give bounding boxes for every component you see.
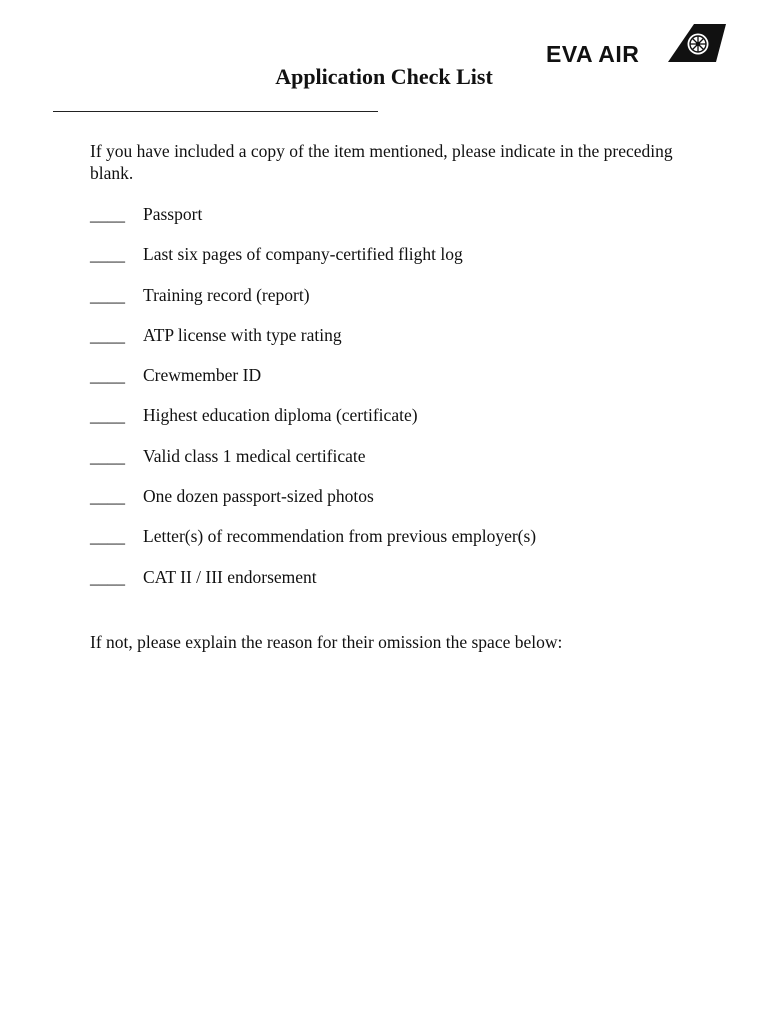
- intro-text: If you have included a copy of the item mentioned, please indicate in the preceding blank.: [90, 141, 673, 183]
- eva-air-logo: [544, 22, 728, 66]
- checklist-item-label: Training record (report): [143, 284, 310, 305]
- checklist-item-label: ATP license with type rating: [143, 324, 342, 345]
- checklist-item-label: Highest education diploma (certificate): [143, 405, 418, 426]
- check-blank[interactable]: ____: [90, 445, 125, 466]
- eva-air-logo-graphic: [544, 22, 728, 66]
- check-blank[interactable]: ____: [90, 284, 125, 305]
- checklist-item-label: Last six pages of company-certified flight log: [143, 244, 463, 265]
- checklist-item-label: Passport: [143, 204, 203, 224]
- eva-air-wordmark: EVA AIR: [546, 41, 640, 66]
- omission-instructions: If not, please explain the reason for their omission the space below:: [90, 632, 563, 652]
- page-title: Application Check List: [275, 64, 493, 89]
- checklist-item-label: CAT II / III endorsement: [143, 566, 317, 587]
- check-blank[interactable]: ____: [90, 365, 125, 386]
- checklist-item-label: Letter(s) of recommendation from previous employer(s): [143, 526, 537, 547]
- check-blank[interactable]: ____: [90, 566, 125, 587]
- check-blank[interactable]: ____: [90, 244, 125, 265]
- checklist-item-label: One dozen passport-sized photos: [143, 486, 374, 507]
- divider-line: [53, 111, 378, 112]
- check-blank[interactable]: ____: [90, 324, 125, 345]
- check-blank[interactable]: ____: [90, 526, 125, 547]
- checklist-item-label: Crewmember ID: [143, 365, 262, 386]
- checklist-item-label: Valid class 1 medical certificate: [143, 445, 366, 466]
- check-blank[interactable]: ____: [90, 486, 125, 507]
- check-blank[interactable]: ____: [90, 405, 125, 426]
- check-blank[interactable]: ____: [90, 204, 125, 224]
